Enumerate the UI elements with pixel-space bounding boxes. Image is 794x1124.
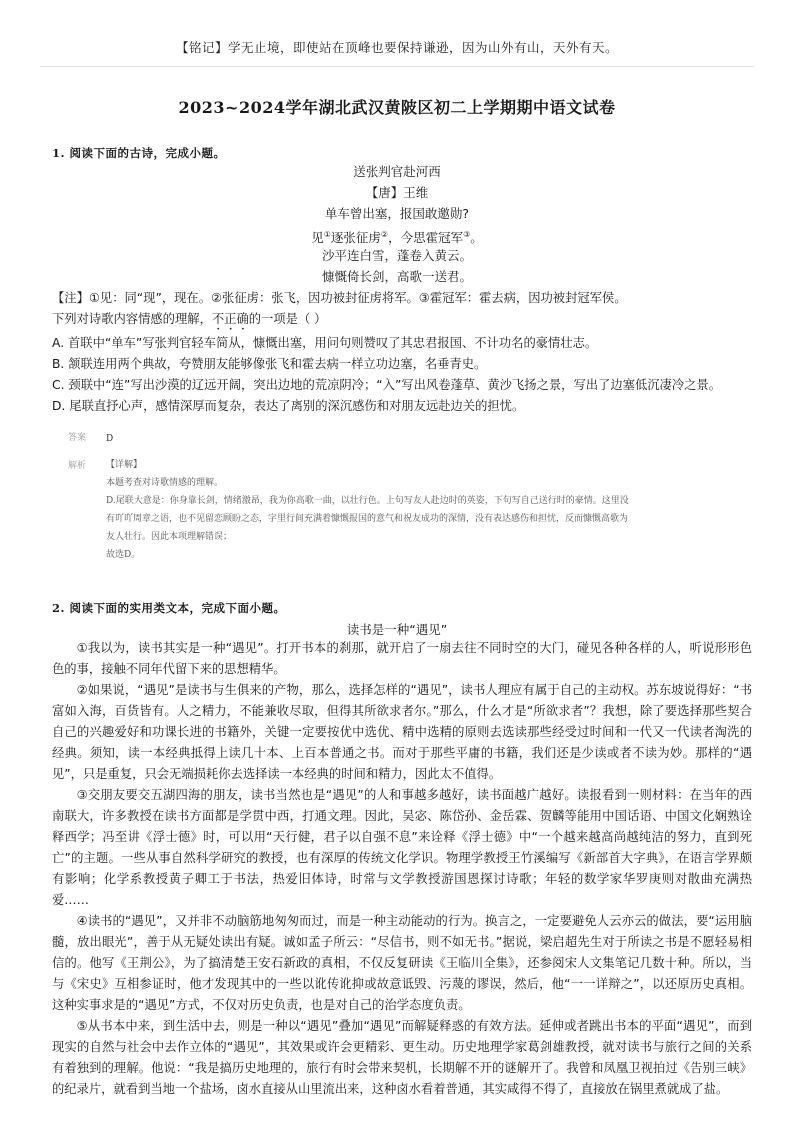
analysis-line: 有吖吖周章之语，也不见留恋顾盼之态，字里行间充满着慷慨报国的意气和祝友成功的深情，没有表达感伤和担忧，反而慷慨高歌为 bbox=[106, 514, 629, 524]
option-a: A. 首联中“单车”写张判官轻车简从，慷慨出塞，用问句则赞叹了其忠君报国、不计功名的豪情壮志。 bbox=[52, 336, 598, 350]
analysis-line: D.尾联大意是：你身靠长剑，情绪激昂，我为你高歌一曲，以壮行色。上句写友人赴边时的英姿，下句写自己送行时的豪情。这里没 bbox=[106, 496, 629, 506]
poem-line-2: 见①逐张征虏②，今思霍冠军③。 bbox=[311, 230, 483, 246]
poem-author: 【唐】王维 bbox=[365, 185, 429, 200]
poem bbox=[0, 161, 794, 287]
option-d: D. 尾联直抒心声，感情深厚而复杂，表达了离别的深沉感伤和对朋友远赴边关的担忧。 bbox=[52, 399, 525, 413]
analysis-label: 解析 bbox=[68, 461, 87, 471]
analysis-line: 本题考查对诗歌情感的理解。 bbox=[106, 478, 224, 488]
poem-line-3: 沙平连白雪，蓬卷入黄云。 bbox=[321, 248, 472, 263]
article-paragraph: ⑤从书本中来，到生活中去，则是一种以“遇见”叠加“遇见”而解疑释惑的有效方法。延伸或者跳出书本的平面“遇见”，而到现实的自然与社会中去作立体的“遇见”，其效果或许会更精彩、更生动。历史地理学家葛剑雄教授，就对读书与旅行之间的关系有着独到的理解。他说：“我是搞历史地理的，旅行有时会带来契机，长期解不开的谜解开了。我曾和凤凰卫视拍过《告别三峡》的纪录片，就看到当地一个盐场，卤水直接从山里流出来，这种卤水看着普通，其实咸得不得了，直接放在锅里煮就成了盐。 bbox=[52, 1019, 752, 1096]
answer-label: 答案 bbox=[68, 433, 87, 443]
question-1-stem: 下列对诗歌内容情感的理解，不正确的一项是（ ） bbox=[52, 312, 327, 326]
option-c: C. 颈联中“连”写出沙漠的辽远开阔，突出边地的荒凉阴冷；“入”写出风卷蓬草、黄沙飞扬之景，写出了边塞低沉凄冷之景。 bbox=[52, 378, 722, 392]
analysis-line: 故选D。 bbox=[106, 550, 141, 560]
article-body bbox=[52, 638, 752, 1100]
answer-section bbox=[68, 430, 728, 570]
analysis-line: 友人壮行。因此本项理解错误； bbox=[106, 532, 233, 542]
poem-note: 【注】①见：同“现”，现在。②张征虏：张飞，因功被封征虏将军。③霍冠军：霍去病，因功被封冠军侯。 bbox=[52, 291, 627, 305]
analysis-body bbox=[106, 456, 726, 564]
question-1-body bbox=[52, 288, 752, 417]
poem-line-4: 慷慨倚长剑，高歌一送君。 bbox=[321, 269, 472, 284]
article-paragraph: ③交朋友要交五湖四海的朋友，读书当然也是“遇见”的人和事越多越好，读书面越广越好。读报看到一则材料：在当年的西南联大，许多教授在读书方面都是学贯中西，打通文理。因此，吴宓、陈岱孙、金岳霖、贺麟等能用中国话语、中国文化娴熟诠释西学；冯至讲《浮士德》时，可以用“天行健，君子以自强不息”来诠释《浮士德》中“一个越来越高尚越纯洁的努力，直到死亡”的主题。一些从事自然科学研究的教授，也有深厚的传统文化学识。物理学教授王竹溪编写《新部首大字典》，在语言学界颇有影响；化学系教授黄子卿工于书法，热爱旧体诗，时常与文学教授游国恩探讨诗歌；年轻的数学家华罗庚则对散曲充满热爱…… bbox=[52, 788, 752, 907]
analysis-line: 【详解】 bbox=[106, 460, 143, 470]
article-paragraph: ①我以为，读书其实是一种“遇见”。打开书本的刹那，就开启了一扇去往不同时空的大门，碰见各种各样的人，听说形形色色的事，接触不同年代留下来的思想精华。 bbox=[52, 641, 752, 676]
article-title: 读书是一种“遇见” bbox=[346, 622, 448, 637]
footnote-mark-3: ③ bbox=[463, 230, 471, 239]
footnote-mark-2: ② bbox=[380, 230, 389, 239]
emphasis-text: 不正确 bbox=[211, 312, 249, 326]
page-title: 2023~2024学年湖北武汉黄陂区初二上学期期中语文试卷 bbox=[178, 98, 616, 117]
article-paragraph: ②如果说，“遇见”是读书与生俱来的产物，那么，选择怎样的“遇见”，读书人理应有属于自己的主动权。苏东坡说得好：“书富如入海，百货皆有。人之精力，不能兼收尽取，但得其所欲求者尔。”那么，什么才是“所欲求者”？我想，除了要选择那些契合自己的兴趣爱好和功课长进的书籍外，关键一定要按优中选优、精中选精的原则去选读那些经受过时间和一代又一代读者淘洗的经典。须知，读一本经典抵得上读几十本、上百本普通之书。而对于那些平庸的书籍，我们还是少读或者不读为妙。那样的“遇见”，只是重复，只会无端损耗你去选择读一本经典的时间和精力，因此太不值得。 bbox=[52, 683, 752, 781]
header-divider bbox=[40, 66, 754, 67]
option-b: B. 颔联连用两个典故，夸赞朋友能够像张飞和霍去病一样立功边塞，名垂青史。 bbox=[52, 357, 487, 371]
header-motto: 【铭记】学无止境，即使站在顶峰也要保持谦逊，因为山外有山，天外有天。 bbox=[175, 40, 618, 55]
question-2-heading: 2. 阅读下面的实用类文本，完成下面小题。 bbox=[52, 601, 286, 615]
footnote-mark-1: ① bbox=[323, 230, 331, 239]
poem-line-1: 单车曾出塞，报国敢邀勋? bbox=[324, 206, 470, 221]
article-paragraph: ④读书的“遇见”，又并非不动脑筋地匆匆而过，而是一种主动能动的行为。换言之，一定要避免人云亦云的做法，要“运用脑髓，放出眼光”，善于从无疑处读出有疑。诚如孟子所云：“尽信书，则不如无书。”据说，梁启超先生对于所读之书是不愿轻易相信的。他写《王荆公》，为了搞清楚王安石新政的真相，不仅反复研读《王临川全集》，还参阅宋人文集笔记几数十种。所以，当与《宋史》互相参证时，他才发现其中的一些以讹传讹抑或故意诋毁、污蔑的谬误，然后，他“一一详辩之”，以还原历史真相。这种实事求是的“遇见”方式，不仅对历史负责，也是对自己的治学态度负责。 bbox=[52, 914, 752, 1012]
answer-value: D bbox=[106, 434, 114, 444]
poem-title: 送张判官赴河西 bbox=[353, 164, 441, 179]
question-1-heading: 1. 阅读下面的古诗，完成小题。 bbox=[52, 146, 226, 160]
